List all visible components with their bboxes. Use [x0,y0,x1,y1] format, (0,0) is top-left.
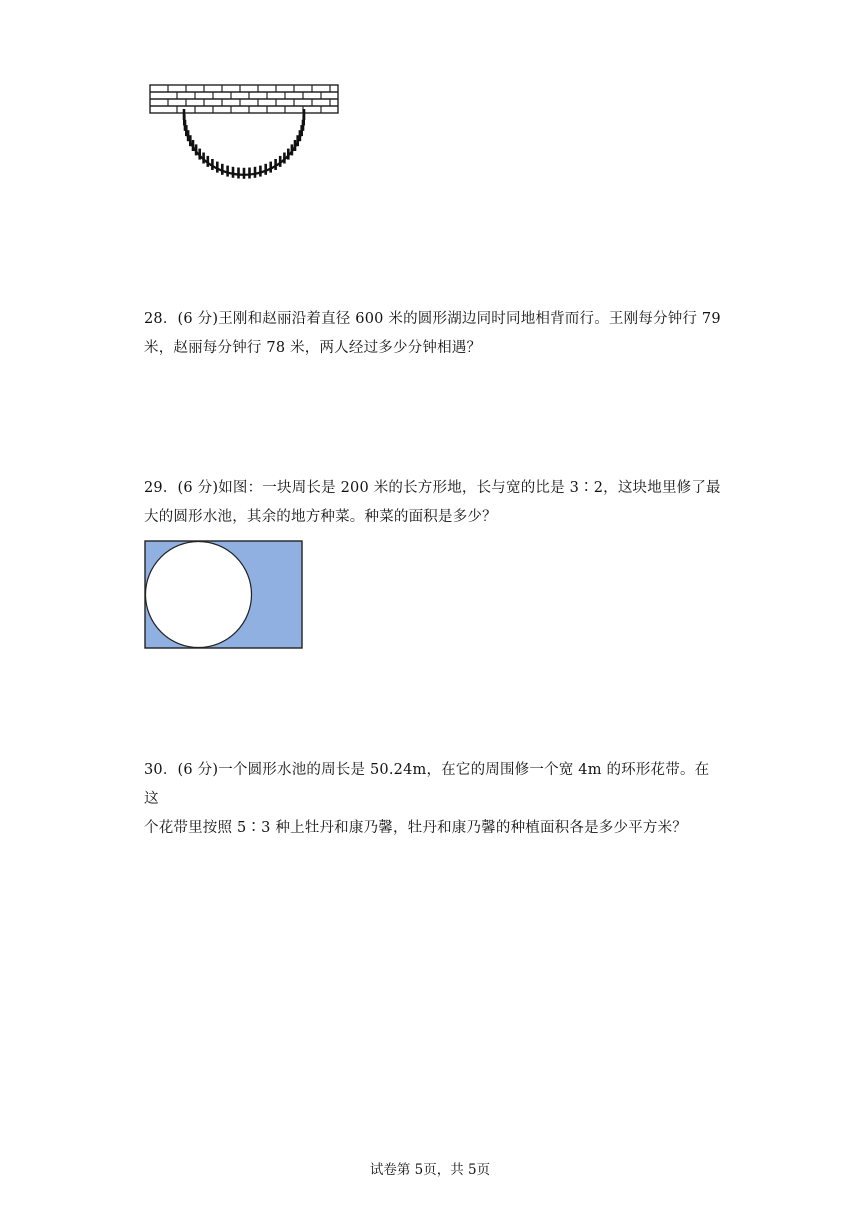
wall-fence-figure [148,82,340,186]
question-30-line-2: 个花带里按照 5∶3 种上牡丹和康乃馨，牡丹和康乃馨的种植面积各是多少平方米？ [144,820,687,836]
brick-wall [150,85,338,113]
pond-circle [146,542,252,648]
semicircle-fence [184,109,304,179]
question-28-line-1: 28．(6 分)王刚和赵丽沿着直径 600 米的圆形湖边同时同地相背而行。王刚每分钟行 79 [144,311,721,327]
question-28 [144,305,724,363]
question-28-line-2: 米，赵丽每分钟行 78 米，两人经过多少分钟相遇？ [144,340,482,356]
question-29-line-1: 29．(6 分)如图：一块周长是 200 米的长方形地，长与宽的比是 3∶2，这块地里修了最 [144,480,721,496]
question-29-line-2: 大的圆形水池，其余的地方种菜。种菜的面积是多少？ [144,509,497,525]
question-30-line-1: 30．(6 分)一个圆形水池的周长是 50.24m，在它的周围修一个宽 4m 的环形花带。在这 [144,762,710,807]
fence-rail [184,116,304,175]
question-29 [144,474,724,532]
page-footer: 试卷第 5页，共 5页 [369,1162,491,1178]
rectangle-circle-figure [144,540,304,651]
question-30 [144,756,724,843]
